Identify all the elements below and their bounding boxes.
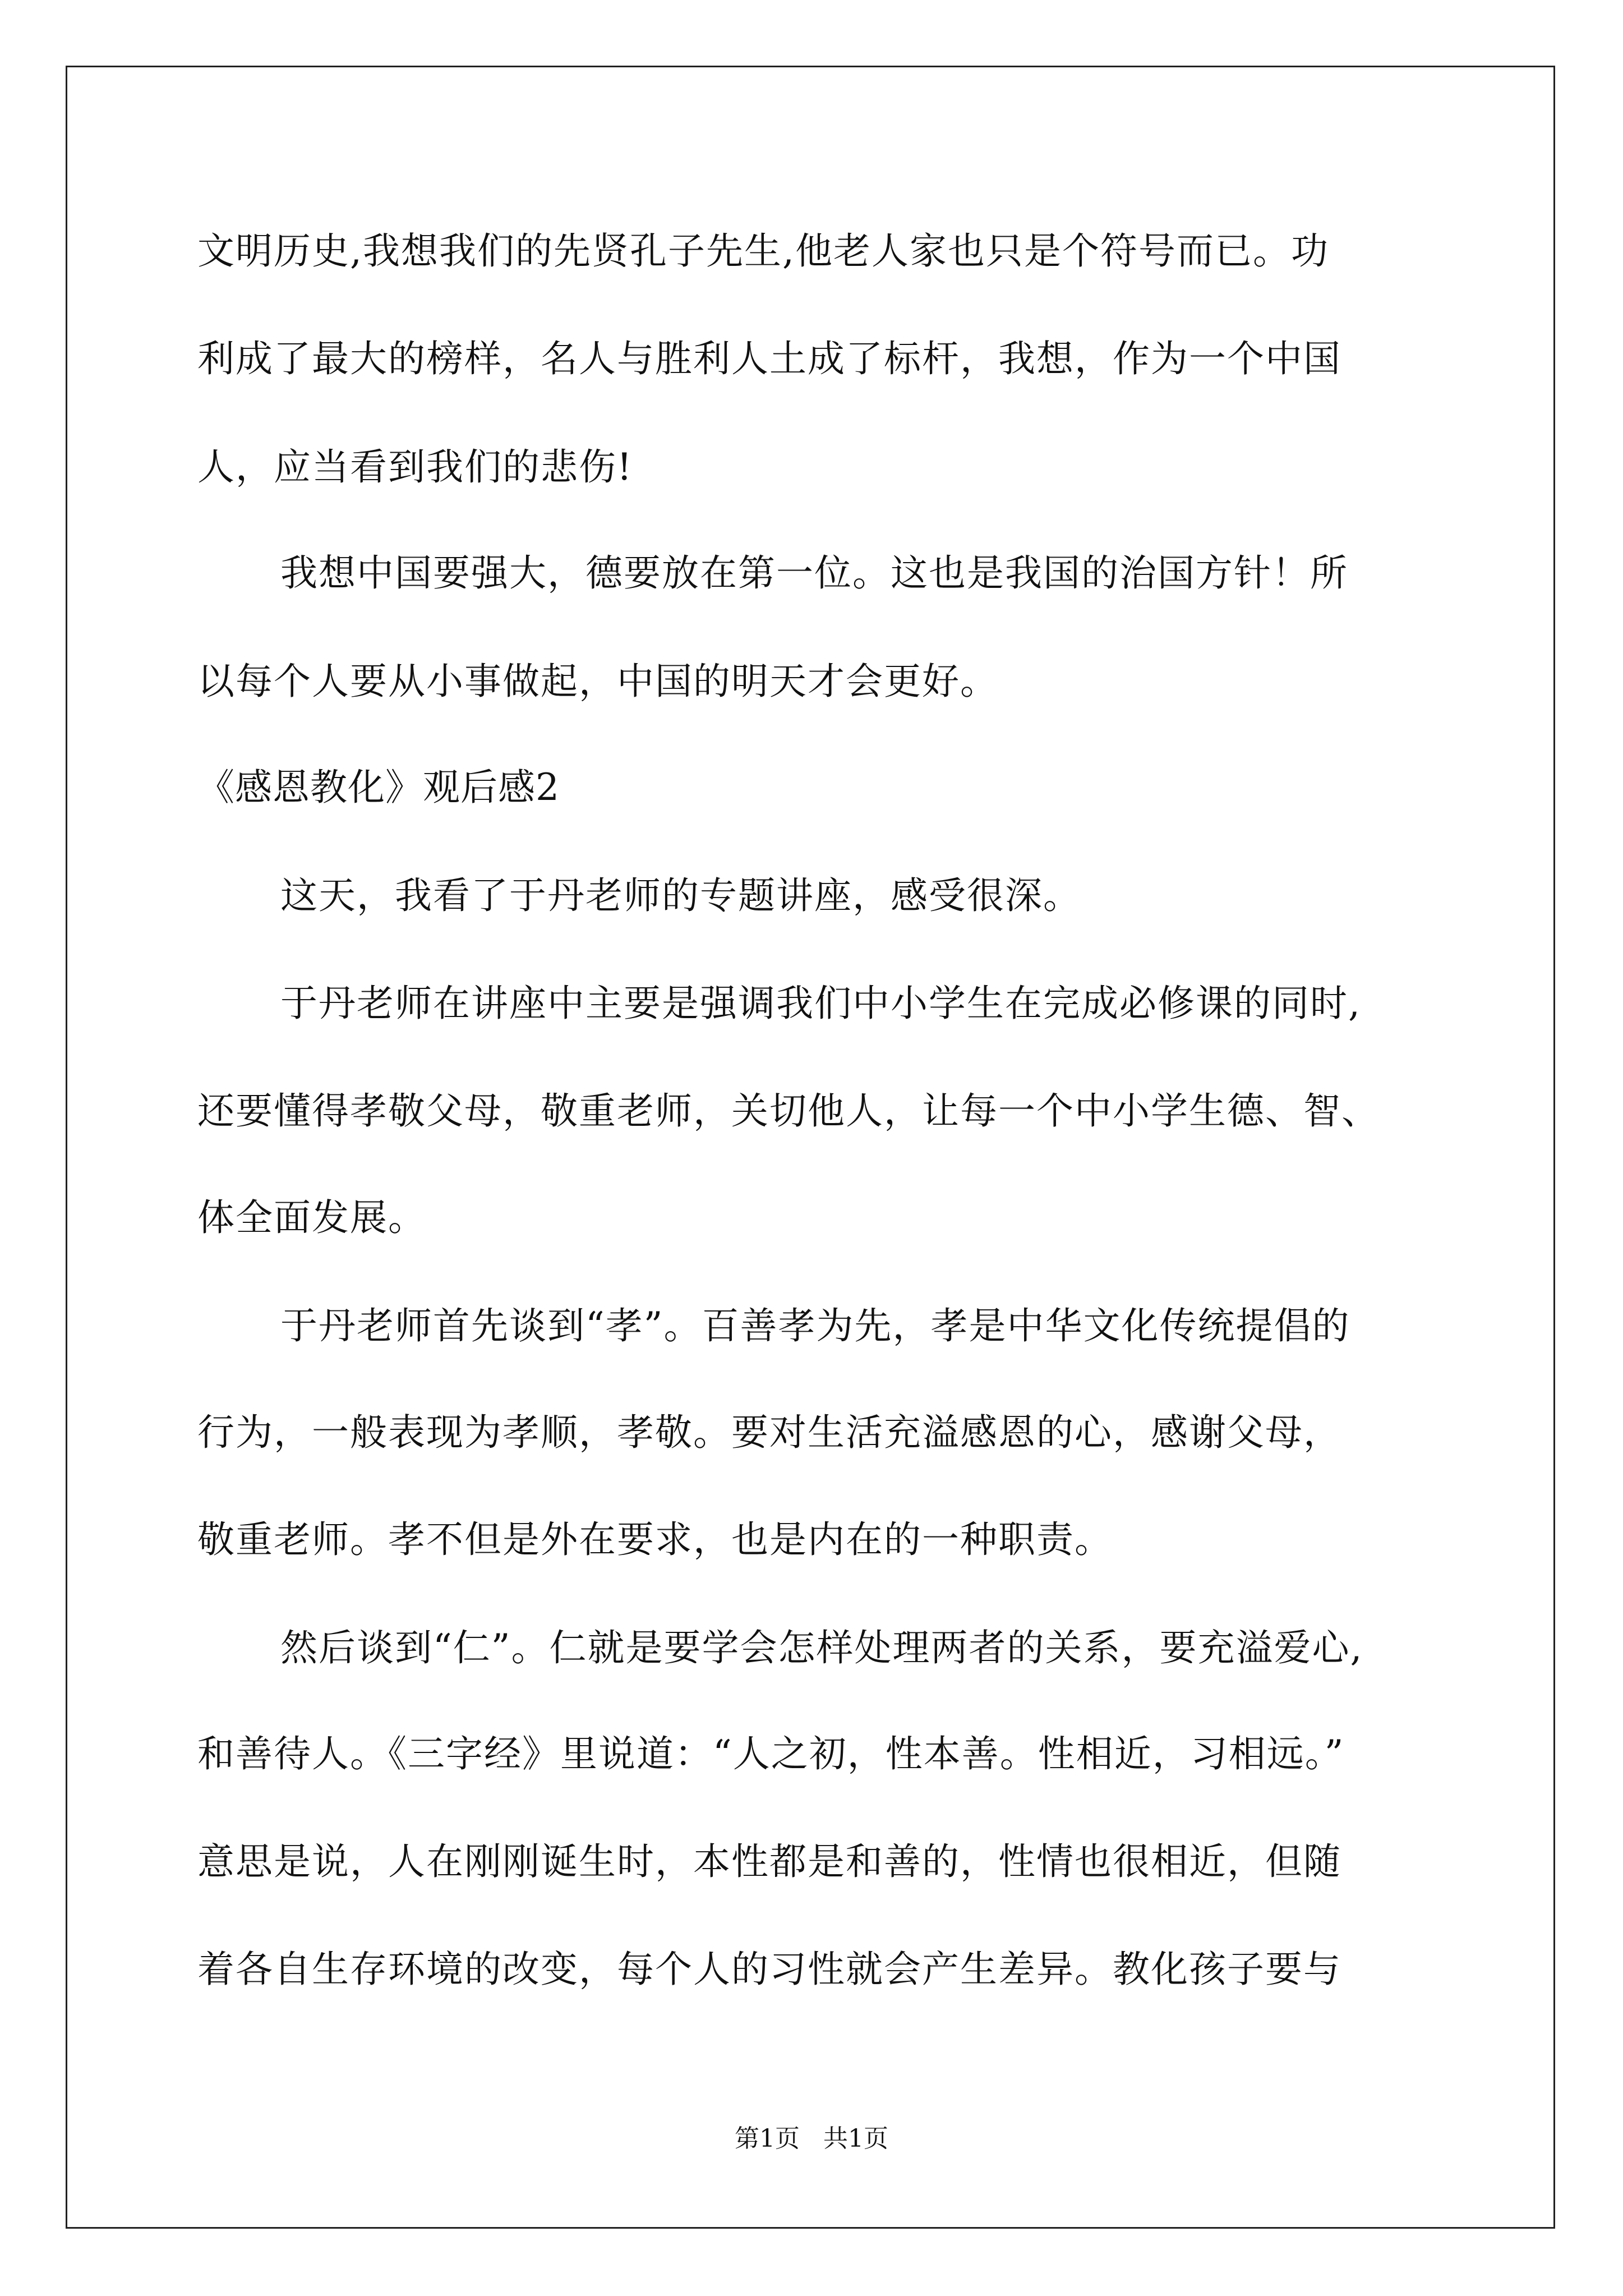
paragraph-start: 于丹老师在讲座中主要是强调我们中小学生在完成必修课的同时, <box>280 982 1361 1025</box>
paragraph-start: 然后谈到“仁”。仁就是要学会怎样处理两者的关系，要充溢爱心, <box>280 1626 1363 1669</box>
page-number: 第1页 共1页 <box>735 2124 888 2153</box>
page-border <box>66 66 1555 2229</box>
paragraph-start: 于丹老师首先谈到“孝”。百善孝为先，孝是中华文化传统提倡的 <box>280 1304 1350 1347</box>
body-line: 利成了最大的榜样，名人与胜利人土成了标杆，我想，作为一个中国 <box>197 337 1341 380</box>
body-line: 着各自生存环境的改变，每个人的习性就会产生差异。教化孩子要与 <box>197 1948 1341 1991</box>
body-line: 还要懂得孝敬父母，敬重老师，关切他人，让每一个中小学生德、智、 <box>197 1089 1380 1133</box>
paragraph-start: 这天，我看了于丹老师的专题讲座，感受很深。 <box>280 874 1081 917</box>
body-line: 意思是说，人在刚刚诞生时，本性都是和善的，性情也很相近，但随 <box>197 1840 1341 1883</box>
body-line: 行为，一般表现为孝顺，孝敬。要对生活充溢感恩的心，感谢父母， <box>197 1411 1341 1454</box>
section-heading: 《感恩教化》观后感2 <box>197 766 560 809</box>
body-line: 体全面发展。 <box>197 1196 426 1239</box>
body-line: 文明历史,我想我们的先贤孔子先生,他老人家也只是个符号而已。功 <box>197 229 1329 273</box>
paragraph-start: 我想中国要强大，德要放在第一位。这也是我国的治国方针！所 <box>280 551 1348 595</box>
body-line: 人，应当看到我们的悲伤! <box>197 445 633 489</box>
body-line: 以每个人要从小事做起，中国的明天才会更好。 <box>197 660 998 703</box>
body-line: 和善待人。《三字经》里说道：“人之初，性本善。性相近，习相远。” <box>197 1732 1345 1775</box>
body-line: 敬重老师。孝不但是外在要求，也是内在的一种职责。 <box>197 1518 1113 1561</box>
